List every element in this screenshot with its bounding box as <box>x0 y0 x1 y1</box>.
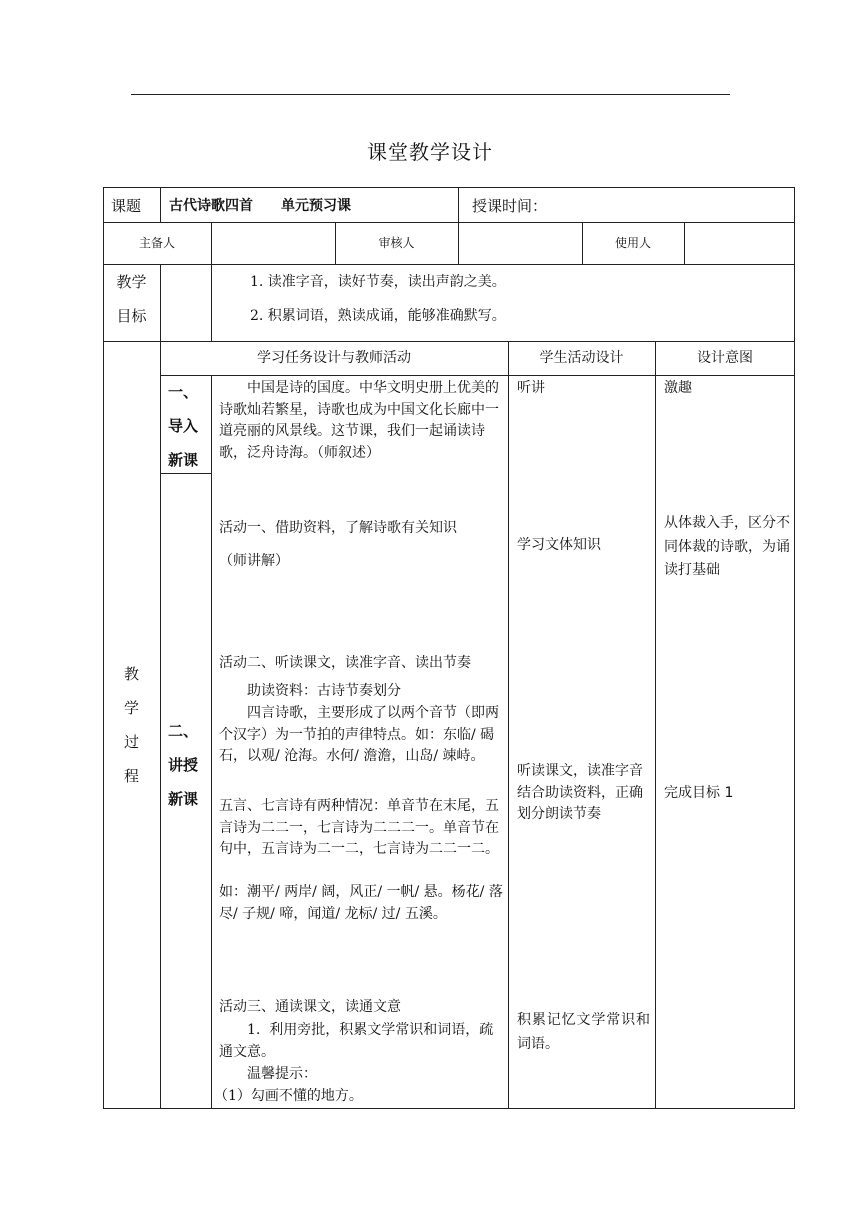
intro-student-activity: 听讲 <box>517 380 545 396</box>
activity1-intent: 从体裁入手，区分不同体裁的诗歌，为诵读打基础 <box>664 515 790 578</box>
goal-item: 1. 读准字音，读好节奏，读出声韵之美。 <box>250 274 506 290</box>
goal-item: 2. 积累词语，熟读成诵，能够准确默写。 <box>250 308 506 324</box>
process-label-char: 程 <box>123 767 139 785</box>
col-header-teacher: 学习任务设计与教师活动 <box>257 350 411 366</box>
goals-label-line1: 教学 <box>116 273 147 291</box>
reviewer-label: 审核人 <box>378 236 415 250</box>
col-divider <box>211 264 212 341</box>
col-divider <box>508 341 509 1109</box>
process-label-char: 过 <box>123 733 139 751</box>
activity3-item: 1. 利用旁批，积累文学常识和词语，疏通文意。 <box>219 1022 494 1060</box>
section1-label-line: 一、 <box>168 383 199 401</box>
col-divider <box>684 222 685 264</box>
goals-label-line2: 目标 <box>116 307 147 325</box>
col-divider <box>655 341 656 1109</box>
col-divider <box>160 341 161 1109</box>
section1-label-line: 新课 <box>168 451 199 469</box>
header-rule <box>131 94 730 95</box>
activity2-subtitle: 助读资料：古诗节奏划分 <box>219 683 401 699</box>
preparer-label: 主备人 <box>138 236 175 250</box>
activity2-title: 活动二、听读课文，读准字音、读出节奏 <box>219 655 471 671</box>
activity3-tip-item: （1）勾画不懂的地方。 <box>214 1088 363 1104</box>
document-title: 课堂教学设计 <box>367 140 493 164</box>
user-label: 使用人 <box>614 236 651 250</box>
section2-label-line: 讲授 <box>168 756 199 774</box>
col-header-student: 学生活动设计 <box>539 350 624 366</box>
intro-text: 中国是诗的国度。中华文明史册上优美的诗歌灿若繁星，诗歌也成为中国文化长廊中一道亮丽的风景线。这节课，我们一起诵读诗歌，泛舟诗海。（师叙述） <box>219 380 499 461</box>
time-label: 授课时间： <box>472 197 548 215</box>
activity1-note: （师讲解） <box>219 553 289 569</box>
intro-intent: 激趣 <box>664 380 692 396</box>
col-divider <box>211 375 212 1109</box>
activity3-student: 积累记忆文学常识和词语。 <box>517 1012 650 1052</box>
section2-label-line: 新课 <box>168 790 199 808</box>
activity2-intent: 完成目标 1 <box>664 785 734 801</box>
activity3-tip-label: 温馨提示： <box>219 1066 317 1082</box>
col-divider <box>160 264 161 341</box>
col-divider <box>160 187 161 222</box>
section2-label-line: 二、 <box>168 722 199 740</box>
col-divider <box>211 222 212 264</box>
process-label-char: 学 <box>123 699 139 717</box>
process-label-char: 教 <box>123 665 139 683</box>
activity2-paragraph: 五言、七言诗有两种情况：单音节在末尾，五言诗为二二一，七言诗为二二二一。单音节在句中，五言诗为二一二，七言诗为二二一二。 <box>219 798 499 857</box>
activity2-paragraph: 如：潮平/ 两岸/ 阔，风正/ 一帆/ 悬。杨花/ 落尽/ 子规/ 啼，闻道/ 龙标/ 过/ 五溪。 <box>219 884 503 922</box>
row-divider <box>160 473 211 474</box>
activity1-title: 活动一、借助资料，了解诗歌有关知识 <box>219 520 457 536</box>
activity2-paragraph: 四言诗歌，主要形成了以两个音节（即两个汉字）为一节拍的声律特点。如：东临/ 碣石，以观/ 沧海。水何/ 澹澹，山岛/ 竦峙。 <box>219 705 499 764</box>
topic-value: 古代诗歌四首 单元预习课 <box>169 198 351 214</box>
row-divider <box>103 341 795 342</box>
row-divider <box>160 375 795 376</box>
activity1-student: 学习文体知识 <box>517 537 601 553</box>
col-divider <box>458 187 459 222</box>
row-divider <box>103 264 795 265</box>
col-divider <box>458 222 459 264</box>
activity3-title: 活动三、通读课文，读通文意 <box>219 999 401 1015</box>
section1-label-line: 导入 <box>168 417 199 435</box>
row-divider <box>103 222 795 223</box>
activity2-student: 听读课文，读准字音 结合助读资料，正确划分朗读节奏 <box>517 763 643 822</box>
topic-label: 课题 <box>111 197 142 215</box>
col-header-intent: 设计意图 <box>697 350 753 366</box>
